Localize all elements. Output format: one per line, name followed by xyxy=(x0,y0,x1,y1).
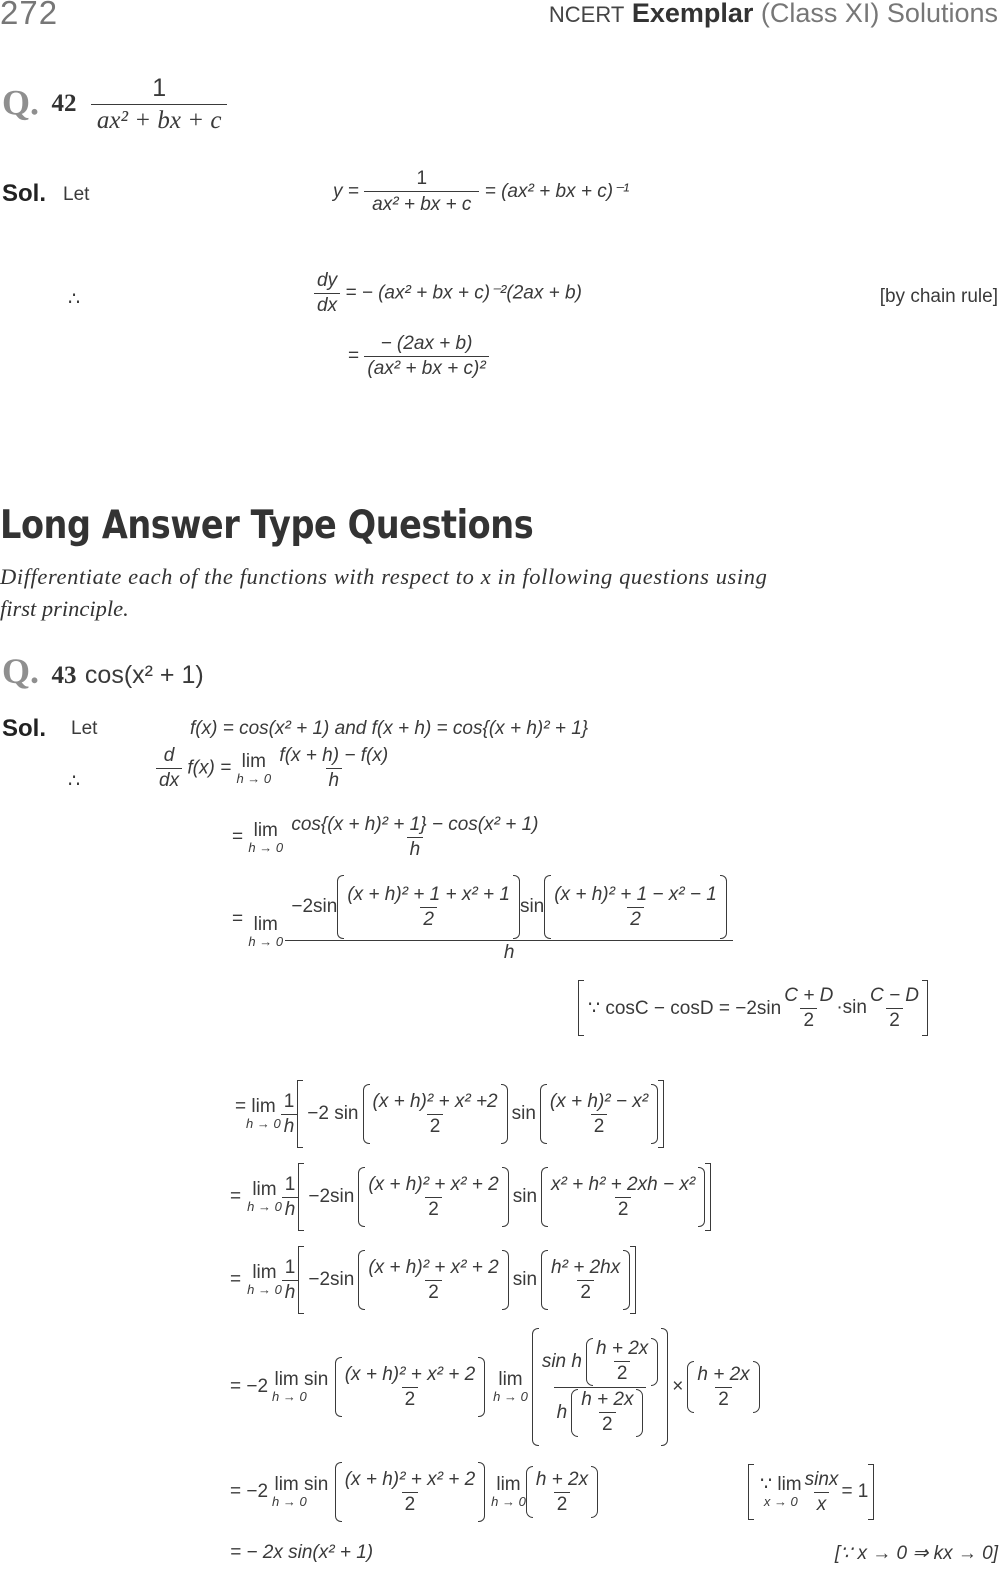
eq: = xyxy=(230,1269,242,1290)
brace-left xyxy=(532,1328,539,1446)
q42-y-equation xyxy=(333,168,629,216)
eq: = xyxy=(232,826,244,848)
s7-big-fraction xyxy=(539,1338,661,1437)
q43-final: = − 2x sin(x² + 1) xyxy=(230,1542,374,1563)
sinx-limit-condition xyxy=(748,1464,874,1520)
paren-left xyxy=(571,1389,578,1437)
s6-b-den: 2 xyxy=(425,1280,442,1304)
lim-sub: h → 0 xyxy=(236,770,272,786)
q43-step-3 xyxy=(232,875,730,964)
q43-s3-d-den: 2 xyxy=(627,907,644,931)
s5-d xyxy=(548,1174,698,1221)
q43-s2-num: cos{(x + h)² + 1} − cos(x² + 1) xyxy=(291,814,539,835)
lim-sub: h → 0 xyxy=(247,1199,282,1215)
lim-sub: h → 0 xyxy=(272,1389,307,1405)
brace-left xyxy=(363,1084,370,1144)
q43-step-1 xyxy=(156,745,391,792)
lim-sin: lim sin xyxy=(274,1474,329,1496)
q42-result xyxy=(348,333,489,380)
brace-right xyxy=(501,1084,508,1144)
s7-h: h xyxy=(556,1401,568,1423)
bracket-left xyxy=(298,1246,304,1314)
s7-hx-num: h + 2x xyxy=(697,1363,750,1385)
s6-d xyxy=(548,1257,623,1304)
s4-d-num: (x + h)² − x² xyxy=(549,1090,649,1112)
q42-y-rhs: = (ax² + bx + c)⁻¹ xyxy=(484,181,630,203)
eq: = xyxy=(230,1186,242,1207)
limit-operator xyxy=(247,1180,282,1214)
s8-b-num: (x + h)² + x² + 2 xyxy=(344,1468,476,1490)
q42-result-den: (ax² + bx + c)² xyxy=(364,356,488,380)
q42-numerator: 1 xyxy=(152,74,167,102)
bracket-right xyxy=(922,980,928,1036)
q42-derivative xyxy=(314,270,582,317)
q42-y-num: 1 xyxy=(416,168,428,189)
sinx: sinx xyxy=(804,1468,839,1490)
q43-step-4 xyxy=(230,1080,664,1148)
lim-word: lim xyxy=(253,819,278,841)
lim-word: lim xyxy=(496,1474,521,1496)
lim-word: lim xyxy=(252,1179,277,1201)
paren-right xyxy=(651,1338,658,1386)
header-book-suffix: (Class XI) Solutions xyxy=(760,0,998,28)
s8-cond-sub: x → 0 xyxy=(763,1494,798,1510)
limit-operator xyxy=(493,1370,528,1404)
q43-dx: dx xyxy=(156,768,182,792)
brace-right xyxy=(720,875,727,939)
limit-operator xyxy=(247,1263,282,1297)
brace-left xyxy=(540,1084,547,1144)
brace-right xyxy=(651,1084,658,1144)
q42-eq2: = xyxy=(348,345,360,367)
q43-step-5 xyxy=(230,1163,711,1231)
identity-n1: C + D xyxy=(784,984,834,1006)
s7-pre: = −2 xyxy=(230,1376,269,1397)
brace-right xyxy=(502,1250,509,1310)
paren-right xyxy=(636,1389,643,1437)
x: x xyxy=(814,1492,830,1516)
section-instruction-line1: Differentiate each of the functions with respect to x in following questions using xyxy=(0,564,768,589)
q43-d: d xyxy=(163,745,175,766)
s4-b-den: 2 xyxy=(427,1114,444,1138)
lim-sub: h → 0 xyxy=(248,839,284,855)
one-over-h xyxy=(281,1091,298,1138)
bracket-right xyxy=(868,1464,874,1520)
s8-cond: ∵ lim xyxy=(760,1474,802,1496)
lim-word: lim xyxy=(252,1262,277,1284)
brace-right xyxy=(502,1167,509,1227)
limit-operator xyxy=(272,1475,331,1509)
q42-denominator: ax² + bx + c xyxy=(91,104,228,135)
paren-left xyxy=(586,1338,593,1386)
q42-d1-rhs: = − (ax² + bx + c)⁻²(2ax + b) xyxy=(345,282,582,304)
s5-b xyxy=(365,1174,501,1221)
q43-definition: f(x) = cos(x² + 1) and f(x + h) = cos{(x + h)² + 1} xyxy=(190,718,589,739)
s4-b xyxy=(370,1091,501,1138)
sol-label-43: Sol. xyxy=(2,715,47,742)
q42-dy: dy xyxy=(317,270,338,291)
section-title: Long Answer Type Questions xyxy=(0,503,534,548)
q43-step-7 xyxy=(230,1328,760,1446)
s5-b-den: 2 xyxy=(425,1197,442,1221)
s8-hx xyxy=(533,1469,591,1516)
brace-left xyxy=(544,875,551,939)
bracket-right xyxy=(658,1080,664,1148)
question-42-fraction xyxy=(91,74,228,135)
question-number: 42 xyxy=(51,89,77,117)
running-header xyxy=(549,0,998,29)
q43-s1-den: h xyxy=(326,768,343,792)
brace-left xyxy=(358,1167,365,1227)
s5-d-den: 2 xyxy=(615,1197,632,1221)
s8-hx-num: h + 2x xyxy=(535,1468,589,1490)
brace-right xyxy=(513,875,520,939)
q43-s3-b-den: 2 xyxy=(420,907,437,931)
s8-hx-den: 2 xyxy=(554,1492,571,1516)
question-42 xyxy=(2,74,227,141)
s7-b xyxy=(342,1364,478,1411)
s7-big-num xyxy=(539,1338,661,1387)
therefore-43: ∴ xyxy=(68,771,81,792)
brace-right xyxy=(478,1462,485,1522)
s7-hx-den: 2 xyxy=(614,1361,631,1385)
s7-hx-num: h + 2x xyxy=(595,1338,649,1359)
s7-sinh: sin h xyxy=(541,1350,582,1372)
q42-result-num: − (2ax + b) xyxy=(380,333,473,354)
q43-s3-b-num: (x + h)² + 1 + x² + 1 xyxy=(347,883,510,905)
s7-hx-end xyxy=(694,1364,752,1411)
h: h xyxy=(281,1114,298,1138)
identity-d1: 2 xyxy=(800,1008,817,1032)
q43-s3-num xyxy=(288,875,730,940)
q43-step-2 xyxy=(232,814,541,861)
brace-right xyxy=(661,1328,668,1446)
identity-frac-1 xyxy=(781,985,836,1032)
s7-hx-num: h + 2x xyxy=(581,1389,634,1410)
lim-sub: h → 0 xyxy=(247,1282,282,1298)
limit-operator xyxy=(491,1475,526,1509)
s6-d-den: 2 xyxy=(577,1280,594,1304)
s4-a: −2 sin xyxy=(307,1103,359,1124)
lim-sin: lim sin xyxy=(274,1369,329,1391)
q43-s3-d xyxy=(551,884,720,931)
header-book-bold: Exemplar xyxy=(631,0,754,28)
lim-sub: h → 0 xyxy=(493,1389,528,1405)
one-over-h xyxy=(282,1257,299,1304)
one-over-h xyxy=(282,1174,299,1221)
identity-a: ∵ cosC − cosD = −2sin xyxy=(588,997,782,1019)
q43-step-6 xyxy=(230,1246,636,1314)
lim-word: lim xyxy=(498,1369,523,1391)
q43-s3-fraction xyxy=(288,875,730,964)
eq: = xyxy=(232,908,244,930)
limit-operator xyxy=(272,1370,331,1404)
s6-a: −2sin xyxy=(308,1269,355,1290)
h: h xyxy=(282,1280,299,1304)
s8-b xyxy=(342,1469,478,1516)
let-42: Let xyxy=(63,184,90,205)
page-number: 272 xyxy=(0,0,59,31)
q43-s1-fraction xyxy=(276,745,391,792)
question-43 xyxy=(2,650,204,692)
s6-b xyxy=(365,1257,501,1304)
paren-left xyxy=(687,1361,694,1413)
q43-fx: f(x) = xyxy=(187,757,232,779)
s6-d-num: h² + 2hx xyxy=(551,1256,621,1278)
q42-y-eq: y = xyxy=(333,181,359,203)
brace-left xyxy=(541,1250,548,1310)
identity-d2: 2 xyxy=(886,1008,903,1032)
bracket-left xyxy=(297,1080,303,1148)
q43-step-8 xyxy=(230,1462,598,1522)
s8-pre: = −2 xyxy=(230,1481,269,1502)
lim-sub: h → 0 xyxy=(246,1116,281,1132)
s4-d-den: 2 xyxy=(591,1114,608,1138)
s7-hx-den: 2 xyxy=(715,1387,732,1411)
bracket-right xyxy=(630,1246,636,1314)
s7-times: × xyxy=(672,1376,684,1397)
lim-sub: h → 0 xyxy=(491,1494,526,1510)
q42-result-fraction xyxy=(364,333,488,380)
s8-b-den: 2 xyxy=(402,1492,419,1516)
q43-d-dx xyxy=(156,745,182,792)
sol-label-42: Sol. xyxy=(2,180,47,207)
s4-d xyxy=(547,1091,651,1138)
s5-a: −2sin xyxy=(308,1186,355,1207)
lim-word: lim xyxy=(241,750,266,772)
chain-rule-note: [by chain rule] xyxy=(879,286,998,307)
one: 1 xyxy=(283,1090,295,1112)
q42-y-fraction xyxy=(364,168,479,216)
q43-s1-num: f(x + h) − f(x) xyxy=(279,745,389,766)
paren-right xyxy=(753,1361,760,1413)
header-book-prefix: NCERT xyxy=(548,2,625,27)
one: 1 xyxy=(284,1256,296,1278)
bracket-left xyxy=(578,980,584,1036)
lim-word: lim xyxy=(253,913,278,935)
brace-left xyxy=(337,875,344,939)
s8-cond-eq: = 1 xyxy=(841,1481,869,1502)
limit-operator xyxy=(248,915,283,949)
therefore-42: ∴ xyxy=(68,289,81,310)
question-43-text: cos(x² + 1) xyxy=(84,661,204,689)
limit-operator xyxy=(230,1097,281,1131)
q42-y-den: ax² + bx + c xyxy=(364,191,479,216)
identity-frac-2 xyxy=(867,985,922,1032)
one: 1 xyxy=(284,1173,296,1195)
brace-right xyxy=(698,1167,705,1227)
q43-s3-b xyxy=(344,884,513,931)
q42-dy-dx xyxy=(314,270,340,317)
bracket-right xyxy=(705,1163,711,1231)
s7-hx xyxy=(578,1389,636,1436)
brace-right xyxy=(623,1250,630,1310)
s7-big-den xyxy=(554,1387,647,1437)
s6-c: sin xyxy=(512,1269,538,1290)
q43-s3-a: −2sin xyxy=(291,896,338,917)
lim-sub: h → 0 xyxy=(248,933,284,949)
bracket-left xyxy=(748,1464,754,1520)
sinx-over-x xyxy=(802,1469,842,1516)
brace-left xyxy=(358,1250,365,1310)
question-number: 43 xyxy=(51,662,77,689)
bracket-left xyxy=(298,1163,304,1231)
limit-operator xyxy=(236,752,271,786)
question-mark: Q. xyxy=(2,651,40,691)
identity-b: ·sin xyxy=(836,997,867,1018)
let-43: Let xyxy=(71,718,98,739)
s4-b-num: (x + h)² + x² +2 xyxy=(372,1090,498,1112)
lim-sub: h → 0 xyxy=(272,1494,307,1510)
s7-hx-den: 2 xyxy=(599,1412,616,1436)
s6-b-num: (x + h)² + x² + 2 xyxy=(368,1256,499,1278)
identity-n2: C − D xyxy=(869,984,920,1006)
s5-c: sin xyxy=(512,1186,538,1207)
paren-right xyxy=(591,1466,598,1518)
s7-b-num: (x + h)² + x² + 2 xyxy=(344,1363,476,1385)
kx-condition: [∵ x → 0 ⇒ kx → 0] xyxy=(834,1543,998,1564)
s5-b-num: (x + h)² + x² + 2 xyxy=(368,1173,499,1195)
q43-s3-den: h xyxy=(285,940,733,964)
brace-right xyxy=(478,1357,485,1417)
brace-left xyxy=(335,1462,342,1522)
paren-left xyxy=(526,1466,533,1518)
brace-left xyxy=(541,1167,548,1227)
cos-identity xyxy=(578,980,928,1036)
lim-word: = lim xyxy=(235,1096,276,1118)
section-instruction-line2: first principle. xyxy=(0,596,129,621)
q43-s2-den: h xyxy=(407,837,424,861)
h: h xyxy=(282,1197,299,1221)
q42-dx: dx xyxy=(314,293,340,317)
limit-operator xyxy=(760,1475,802,1509)
question-mark: Q. xyxy=(2,82,40,123)
q43-s3-d-num: (x + h)² + 1 − x² − 1 xyxy=(554,883,717,905)
s5-d-num: x² + h² + 2xh − x² xyxy=(551,1173,696,1195)
s7-b-den: 2 xyxy=(402,1387,419,1411)
q43-s3-c: sin xyxy=(519,896,545,917)
brace-left xyxy=(335,1357,342,1417)
limit-operator xyxy=(248,821,283,855)
s4-c: sin xyxy=(511,1103,536,1124)
s7-hx xyxy=(593,1338,651,1385)
q43-s2-fraction xyxy=(288,814,541,861)
